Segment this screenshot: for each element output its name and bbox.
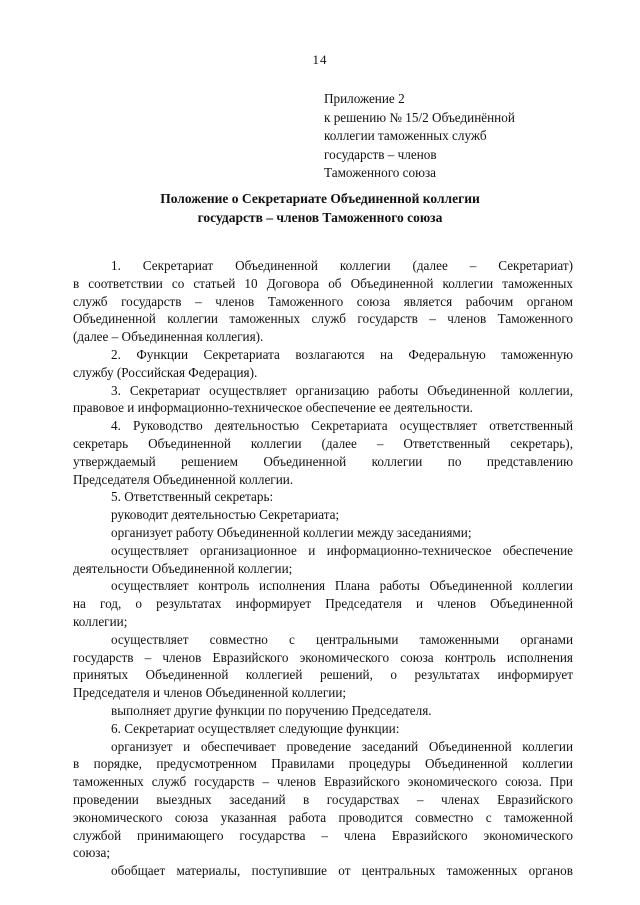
body-line: Председателя Объединенной коллегии. [73,471,294,487]
body-line: правовое и информационно-техническое обеспечение ее деятельности. [73,400,473,416]
body-line: коллегии; [73,613,128,629]
document-title [0,190,640,227]
appendix-line: Таможенного союза [324,165,437,180]
appendix-line: коллегии таможенных служб [324,128,487,143]
body-line: утверждаемый решением Объединенной коллегии по представлению [73,453,573,469]
body-line: обобщает материалы, поступившие от центральных таможенных органов [111,863,573,879]
document-body [73,257,573,880]
body-line: деятельности Объединенной коллегии; [73,560,293,576]
appendix-line: Приложение 2 [324,91,405,106]
title-line: Положение о Секретариате Объединенной коллегии [160,191,480,206]
body-line: осуществляет совместно с центральными таможенными органами [111,631,573,647]
body-line: в порядке, предусмотренном Правилами процедуры Объединенной коллегии [73,756,573,772]
body-line: осуществляет организационное и информационно-техническое обеспечение [111,542,573,558]
body-line: организует и обеспечивает проведение заседаний Объединенной коллегии [111,738,573,754]
body-line: службой принимающего государства – члена Евразийского экономического [73,827,573,843]
body-line: государств – членов Евразийского экономического союза контроль исполнения [73,649,573,665]
body-line: в соответствии со статьей 10 Договора об Объединенной коллегии таможенных [73,275,573,291]
body-line: руководит деятельностью Секретариата; [111,507,340,523]
body-line: принятых Объединенной коллегией решений, о результатах информирует [73,667,573,683]
title-line: государств – членов Таможенного союза [197,209,443,225]
body-line: выполняет другие функции по поручению Председателя. [111,702,432,718]
body-line: организует работу Объединенной коллегии между заседаниями; [111,524,472,540]
body-line: 1. Секретариат Объединенной коллегии (далее – Секретариат) [111,258,573,273]
body-line: таможенных служб государств – членов Евразийского экономического союза. При [73,774,573,790]
body-line: Объединенной коллегии таможенных служб государств – членов Таможенного [73,311,573,327]
body-line: 5. Ответственный секретарь: [111,489,274,505]
body-line: проведении выездных заседаний в государствах – членах Евразийского [73,791,573,807]
body-line: союза; [73,845,111,861]
body-line: служб государств – членов Таможенного союза является рабочим органом [73,293,573,309]
body-line: 4. Руководство деятельностью Секретариата осуществляет ответственный [111,418,573,434]
page-number: 14 [312,52,328,67]
body-line: осуществляет контроль исполнения Плана работы Объединенной коллегии [111,578,573,594]
appendix-line: к решению № 15/2 Объединённой [324,109,515,125]
body-line: (далее – Объединенная коллегия). [73,329,264,345]
appendix-header [324,90,515,183]
body-line: на год, о результатах информирует Председателя и членов Объединенной [73,596,573,612]
appendix-line: государств – членов [324,146,437,162]
body-line: службу (Российская Федерация). [73,364,258,380]
body-line: секретарь Объединенной коллегии (далее – Ответственный секретарь), [73,435,573,451]
body-line: 6. Секретариат осуществляет следующие функции: [111,720,400,736]
body-line: экономического союза указанная работа проводится совместно с таможенной [73,809,573,825]
body-line: Председателя и членов Объединенной коллегии; [73,685,347,701]
body-line: 2. Функции Секретариата возлагаются на Федеральную таможенную [111,346,573,362]
body-line: 3. Секретариат осуществляет организацию работы Объединенной коллегии, [111,382,573,398]
